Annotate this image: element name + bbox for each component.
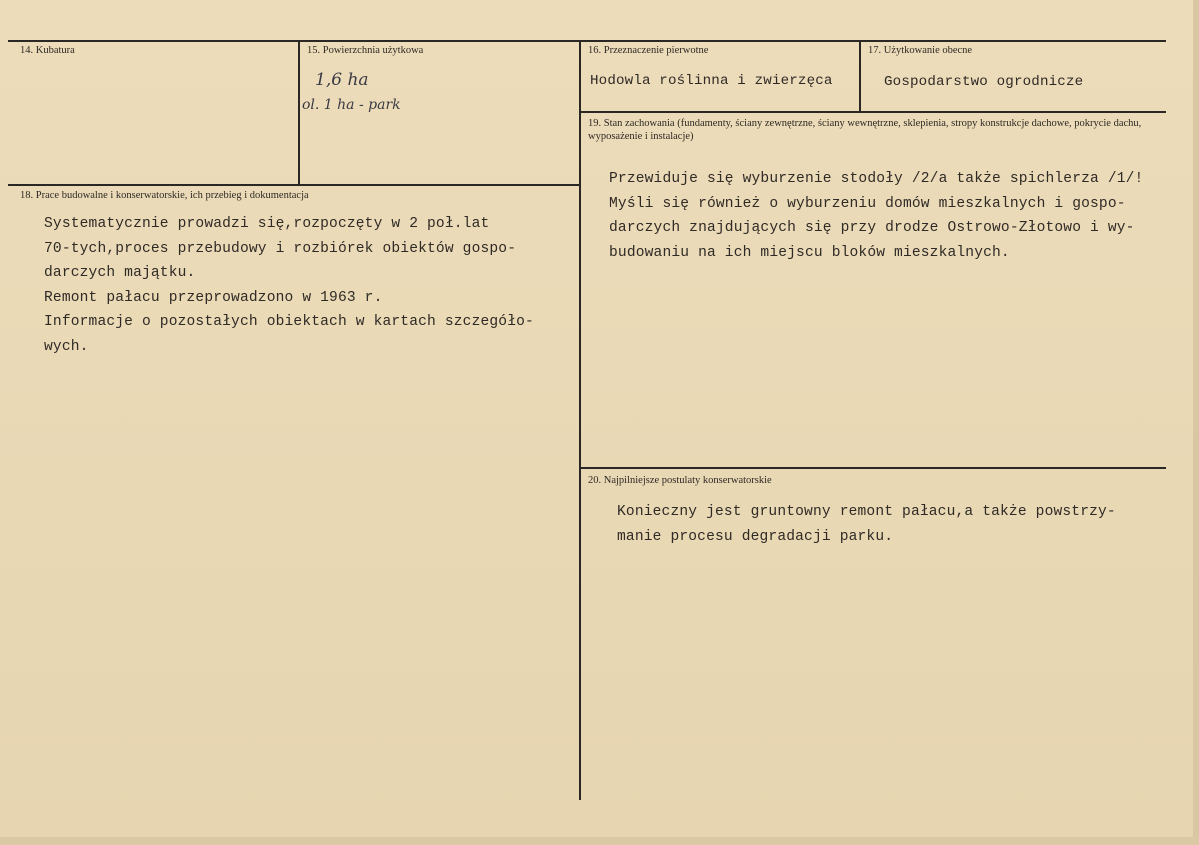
field-16-label: 16. Przeznaczenie pierwotne	[588, 45, 709, 56]
field-18-line: Informacje o pozostałych obiektach w kartach szczegóło-	[44, 314, 534, 330]
field-18-text	[44, 212, 534, 359]
field-15-handwritten-area: 1,6 ha	[315, 70, 369, 90]
card-bottom-edge	[0, 837, 1199, 845]
card-right-edge	[1193, 0, 1199, 845]
rule-above-20	[579, 467, 1166, 469]
main-column-divider	[579, 40, 581, 800]
field-19-label: 19. Stan zachowania (fundamenty, ściany zewnętrzne, ściany wewnętrzne, sklepienia, stropy konstrukcje dachowe, pokrycie dachu, wyposażenie i instalacje)	[588, 118, 1142, 142]
field-15-handwritten-park: ol. 1 ha - park	[302, 97, 401, 113]
rule-below-16-17	[579, 111, 1166, 113]
field-20-text	[617, 500, 1116, 549]
field-18-label: 18. Prace budowalne i konserwatorskie, ich przebieg i dokumentacja	[20, 190, 309, 201]
field-19-line: darczych znajdujących się przy drodze Ostrowo-Złotowo i wy-	[609, 220, 1135, 236]
field-17-label: 17. Użytkowanie obecne	[868, 45, 973, 56]
field-20-line: Konieczny jest gruntowny remont pałacu,a także powstrzy-	[617, 504, 1116, 520]
field-20-label: 20. Najpilniejsze postulaty konserwatorskie	[588, 475, 772, 486]
field-16-value: Hodowla roślinna i zwierzęca	[590, 73, 833, 89]
rule-below-14-15	[8, 184, 579, 186]
top-rule	[8, 40, 1166, 42]
field-18-line: 70-tych,proces przebudowy i rozbiórek obiektów gospo-	[44, 240, 517, 257]
field-17-value: Gospodarstwo ogrodnicze	[884, 74, 1084, 90]
field-14-label: 14. Kubatura	[20, 45, 75, 56]
field-18-line: darczych majątku.	[44, 265, 196, 281]
field-18-line: Systematycznie prowadzi się,rozpoczęty w 2 poł.lat	[44, 216, 490, 232]
divider-16-17	[859, 40, 861, 112]
field-20-line: manie procesu degradacji parku.	[617, 528, 894, 545]
field-19-line: Przewiduje się wyburzenie stodoły /2/a także spichlerza /1/!	[609, 171, 1144, 187]
field-18-line: Remont pałacu przeprowadzono w 1963 r.	[44, 289, 383, 306]
field-18-line: wych.	[44, 338, 89, 355]
divider-14-15	[298, 40, 300, 184]
field-19-line: budowaniu na ich miejscu bloków mieszkalnych.	[609, 244, 1010, 261]
field-19-line: Myśli się również o wyburzeniu domów mieszkalnych i gospo-	[609, 195, 1126, 212]
field-15-label: 15. Powierzchnia użytkowa	[307, 45, 424, 56]
field-19-text	[609, 167, 1143, 265]
